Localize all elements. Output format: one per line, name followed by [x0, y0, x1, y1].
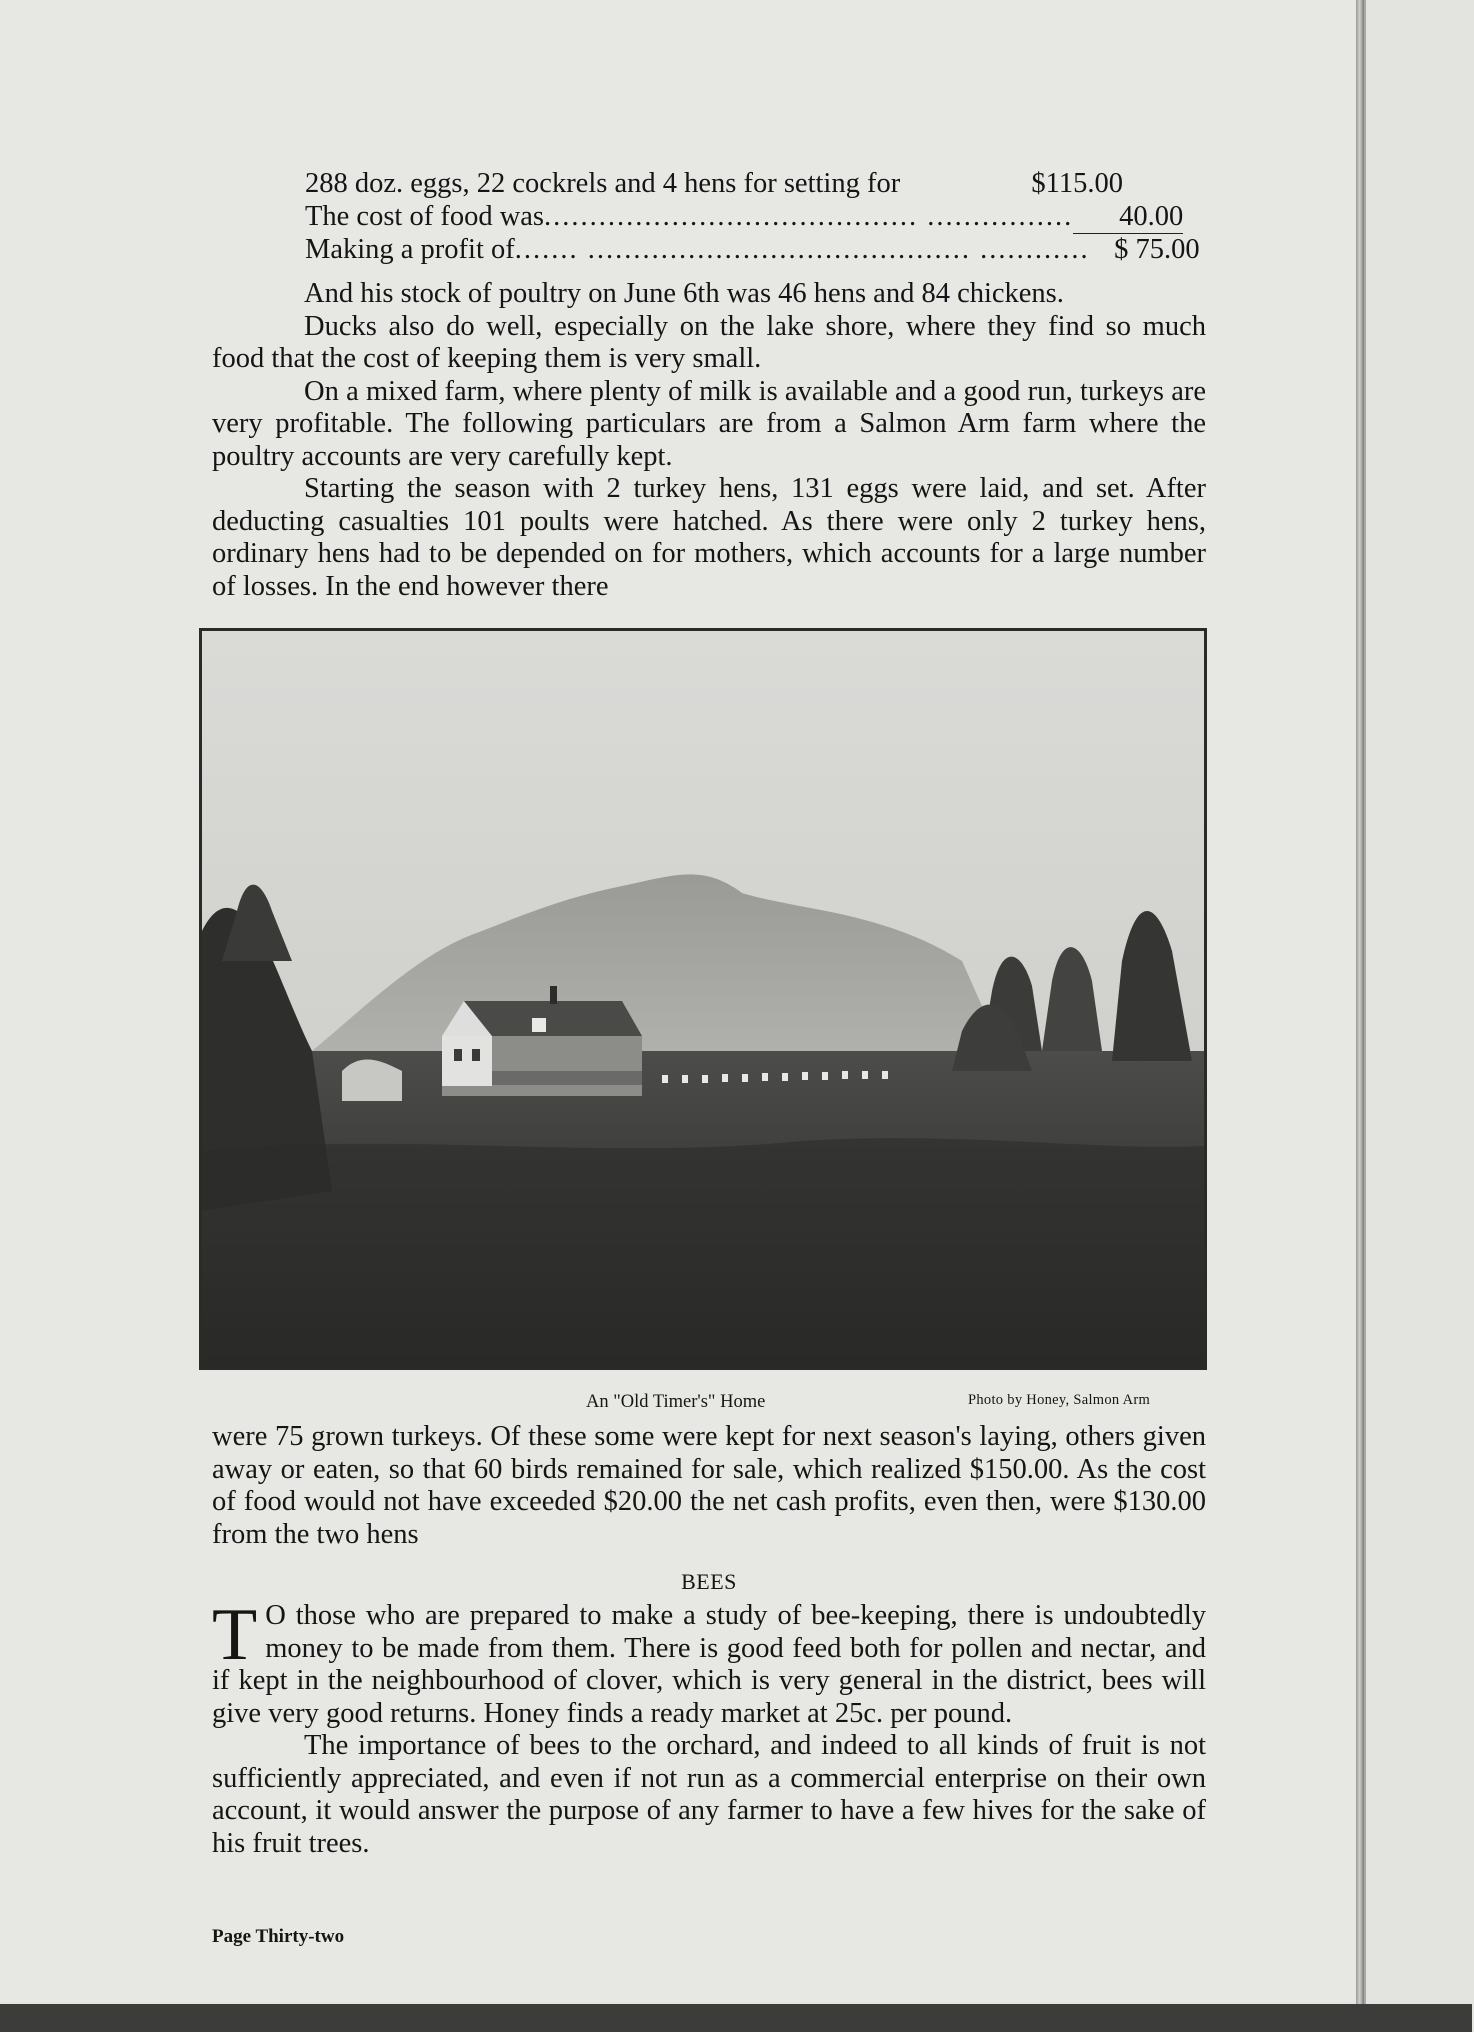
ledger-row-cost [305, 200, 1184, 235]
paragraph: On a mixed farm, where plenty of milk is available and a good run, turkeys are very profitable. The following particulars are from a Salmon Arm farm where the poultry accounts are very carefully kept. [212, 375, 1206, 472]
ledger-leader: ......................................... ................ [544, 200, 1074, 232]
turkey-text-continued [212, 1421, 1206, 1551]
ledger-amount: $115.00 [1031, 168, 1123, 199]
drop-cap: T [212, 1594, 258, 1676]
photo-caption: An "Old Timer's" Home [586, 1392, 766, 1412]
ledger-label: 288 doz. eggs, 22 cockrels and 4 hens for setting for [305, 168, 901, 199]
ledger-label: The cost of food was [305, 200, 545, 232]
poultry-ledger [305, 168, 1200, 267]
ledger-row-income [305, 168, 1123, 201]
ledger-label: Making a profit of [305, 234, 515, 265]
section-heading-bees: BEES [681, 1569, 737, 1594]
paragraph [212, 1594, 1206, 1730]
poultry-text [212, 278, 1206, 603]
bees-text [212, 1594, 1206, 1860]
ledger-amount: $ 75.00 [1114, 234, 1200, 265]
farm-photograph [199, 628, 1207, 1370]
scan-bottom-edge [0, 2004, 1472, 2032]
ledger-row-profit [305, 234, 1200, 267]
book-spine [1356, 0, 1364, 2010]
farmhouse-landscape-image [202, 631, 1204, 1367]
paragraph: Starting the season with 2 turkey hens, 131 eggs were laid, and set. After deducting casualties 101 poults were hatched. As there were only 2 turkey hens, ordinary hens had to be depended on for mothers, which accounts for a large number of losses. In the end however there [212, 473, 1206, 602]
photo-credit: Photo by Honey, Salmon Arm [968, 1392, 1151, 1408]
page-number: Page Thirty-two [212, 1926, 345, 1947]
paragraph-body: O those who are prepared to make a study of bee-keeping, there is undoubtedly money to be made from them. There is good feed both for pollen and nectar, and if kept in the neighbourhood of clover, which is very general in the district, bees will give very good returns. Honey finds a ready market at 25c. per pound. [212, 1600, 1206, 1729]
ledger-amount: 40.00 [1073, 201, 1183, 235]
facing-page-edge [1364, 0, 1474, 2010]
ledger-leader: ....... .......................................... ............ [514, 234, 1090, 265]
paragraph: And his stock of poultry on June 6th was 46 hens and 84 chickens. [304, 278, 1064, 309]
paragraph: Ducks also do well, especially on the lake shore, where they find so much food that the cost of keeping them is very small. [212, 310, 1206, 374]
paragraph: were 75 grown turkeys. Of these some were kept for next season's laying, others given away or eaten, so that 60 birds remained for sale, which realized $150.00. As the cost of food would not have exceeded $20.00 the net cash profits, even then, were $130.00 from the two hens [212, 1421, 1206, 1550]
paragraph: The importance of bees to the orchard, and indeed to all kinds of fruit is not sufficiently appreciated, and even if not run as a commercial enterprise on their own account, it would answer the purpose of any farmer to have a few hives for the sake of his fruit trees. [212, 1730, 1206, 1859]
